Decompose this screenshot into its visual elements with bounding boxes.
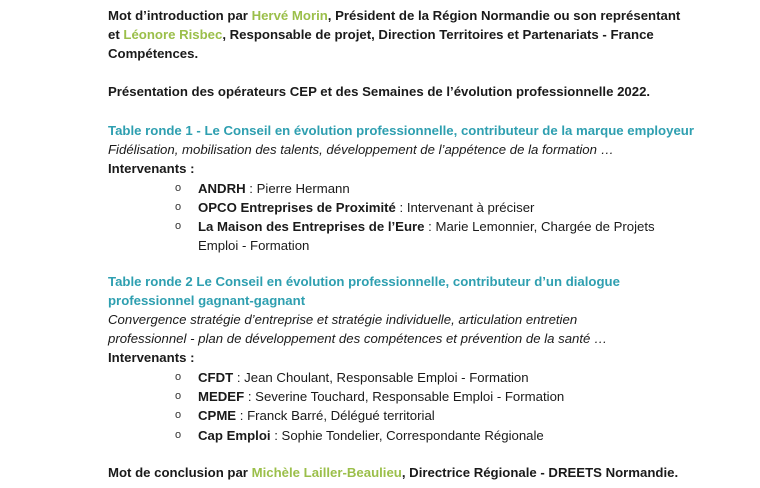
intro-line-3: Compétences. xyxy=(108,46,199,61)
table1-intervenants-label: Intervenants : xyxy=(108,161,195,176)
intro-name-2: Léonore Risbec xyxy=(123,27,223,42)
table1-item-2 xyxy=(198,198,534,217)
item-org: CPME xyxy=(198,408,237,423)
conclusion-role: , Directrice Régionale - DREETS Normandie. xyxy=(401,465,679,480)
table1-title: Table ronde 1 - Le Conseil en évolution professionnelle, contributeur de la marque employeur xyxy=(108,123,694,138)
presentation-line: Présentation des opérateurs CEP et des Semaines de l’évolution professionnelle 2022. xyxy=(108,84,651,99)
bullet-icon: o xyxy=(175,409,182,421)
bullet-icon: o xyxy=(175,390,182,402)
table2-subtitle-line-1: Convergence stratégie d’entreprise et stratégie individuelle, articulation entretien xyxy=(108,312,578,327)
intro-connector: et xyxy=(108,27,124,42)
item-detail: : Pierre Hermann xyxy=(245,181,350,196)
item-detail: : Severine Touchard, Responsable Emploi - Formation xyxy=(244,389,565,404)
item-detail: : Jean Choulant, Responsable Emploi - Formation xyxy=(233,370,529,385)
intro-role-2: , Responsable de projet, Direction Territoires et Partenariats - France xyxy=(222,27,654,42)
item-org: La Maison des Entreprises de l’Eure xyxy=(198,219,425,234)
table2-intervenants-label: Intervenants : xyxy=(108,350,195,365)
table2-title-line-1: Table ronde 2 Le Conseil en évolution professionnelle, contributeur d’un dialogue xyxy=(108,274,620,289)
intro-line-2 xyxy=(108,25,654,44)
item-org: Cap Emploi xyxy=(198,428,271,443)
table1-item-3-continuation: Emploi - Formation xyxy=(198,238,310,253)
item-detail: : Sophie Tondelier, Correspondante Régionale xyxy=(270,428,544,443)
conclusion-prefix: Mot de conclusion par xyxy=(108,465,252,480)
conclusion-name: Michèle Lailler-Beaulieu xyxy=(251,465,402,480)
intro-line-1 xyxy=(108,6,680,25)
table1-item-3 xyxy=(198,217,655,236)
intro-role-1: , Président de la Région Normandie ou son représentant xyxy=(327,8,681,23)
item-detail: : Marie Lemonnier, Chargée de Projets xyxy=(424,219,655,234)
table1-subtitle: Fidélisation, mobilisation des talents, développement de l’appétence de la formation … xyxy=(108,142,614,157)
table1-item-1 xyxy=(198,179,350,198)
intro-name-1: Hervé Morin xyxy=(251,8,328,23)
item-detail: : Intervenant à préciser xyxy=(395,200,535,215)
intro-prefix: Mot d’introduction par xyxy=(108,8,252,23)
table2-subtitle-line-2: professionnel - plan de développement des compétences et prévention de la santé … xyxy=(108,331,608,346)
item-detail: : Franck Barré, Délégué territorial xyxy=(236,408,435,423)
bullet-icon: o xyxy=(175,429,182,441)
bullet-icon: o xyxy=(175,201,182,213)
bullet-icon: o xyxy=(175,220,182,232)
table2-item-1 xyxy=(198,368,529,387)
item-org: CFDT xyxy=(198,370,234,385)
table2-item-4 xyxy=(198,426,544,445)
table2-item-3 xyxy=(198,406,435,425)
conclusion-line xyxy=(108,463,678,482)
table2-item-2 xyxy=(198,387,564,406)
item-org: ANDRH xyxy=(198,181,246,196)
item-org: MEDEF xyxy=(198,389,245,404)
table2-title-line-2: professionnel gagnant-gagnant xyxy=(108,293,306,308)
item-org: OPCO Entreprises de Proximité xyxy=(198,200,396,215)
bullet-icon: o xyxy=(175,371,182,383)
bullet-icon: o xyxy=(175,182,182,194)
